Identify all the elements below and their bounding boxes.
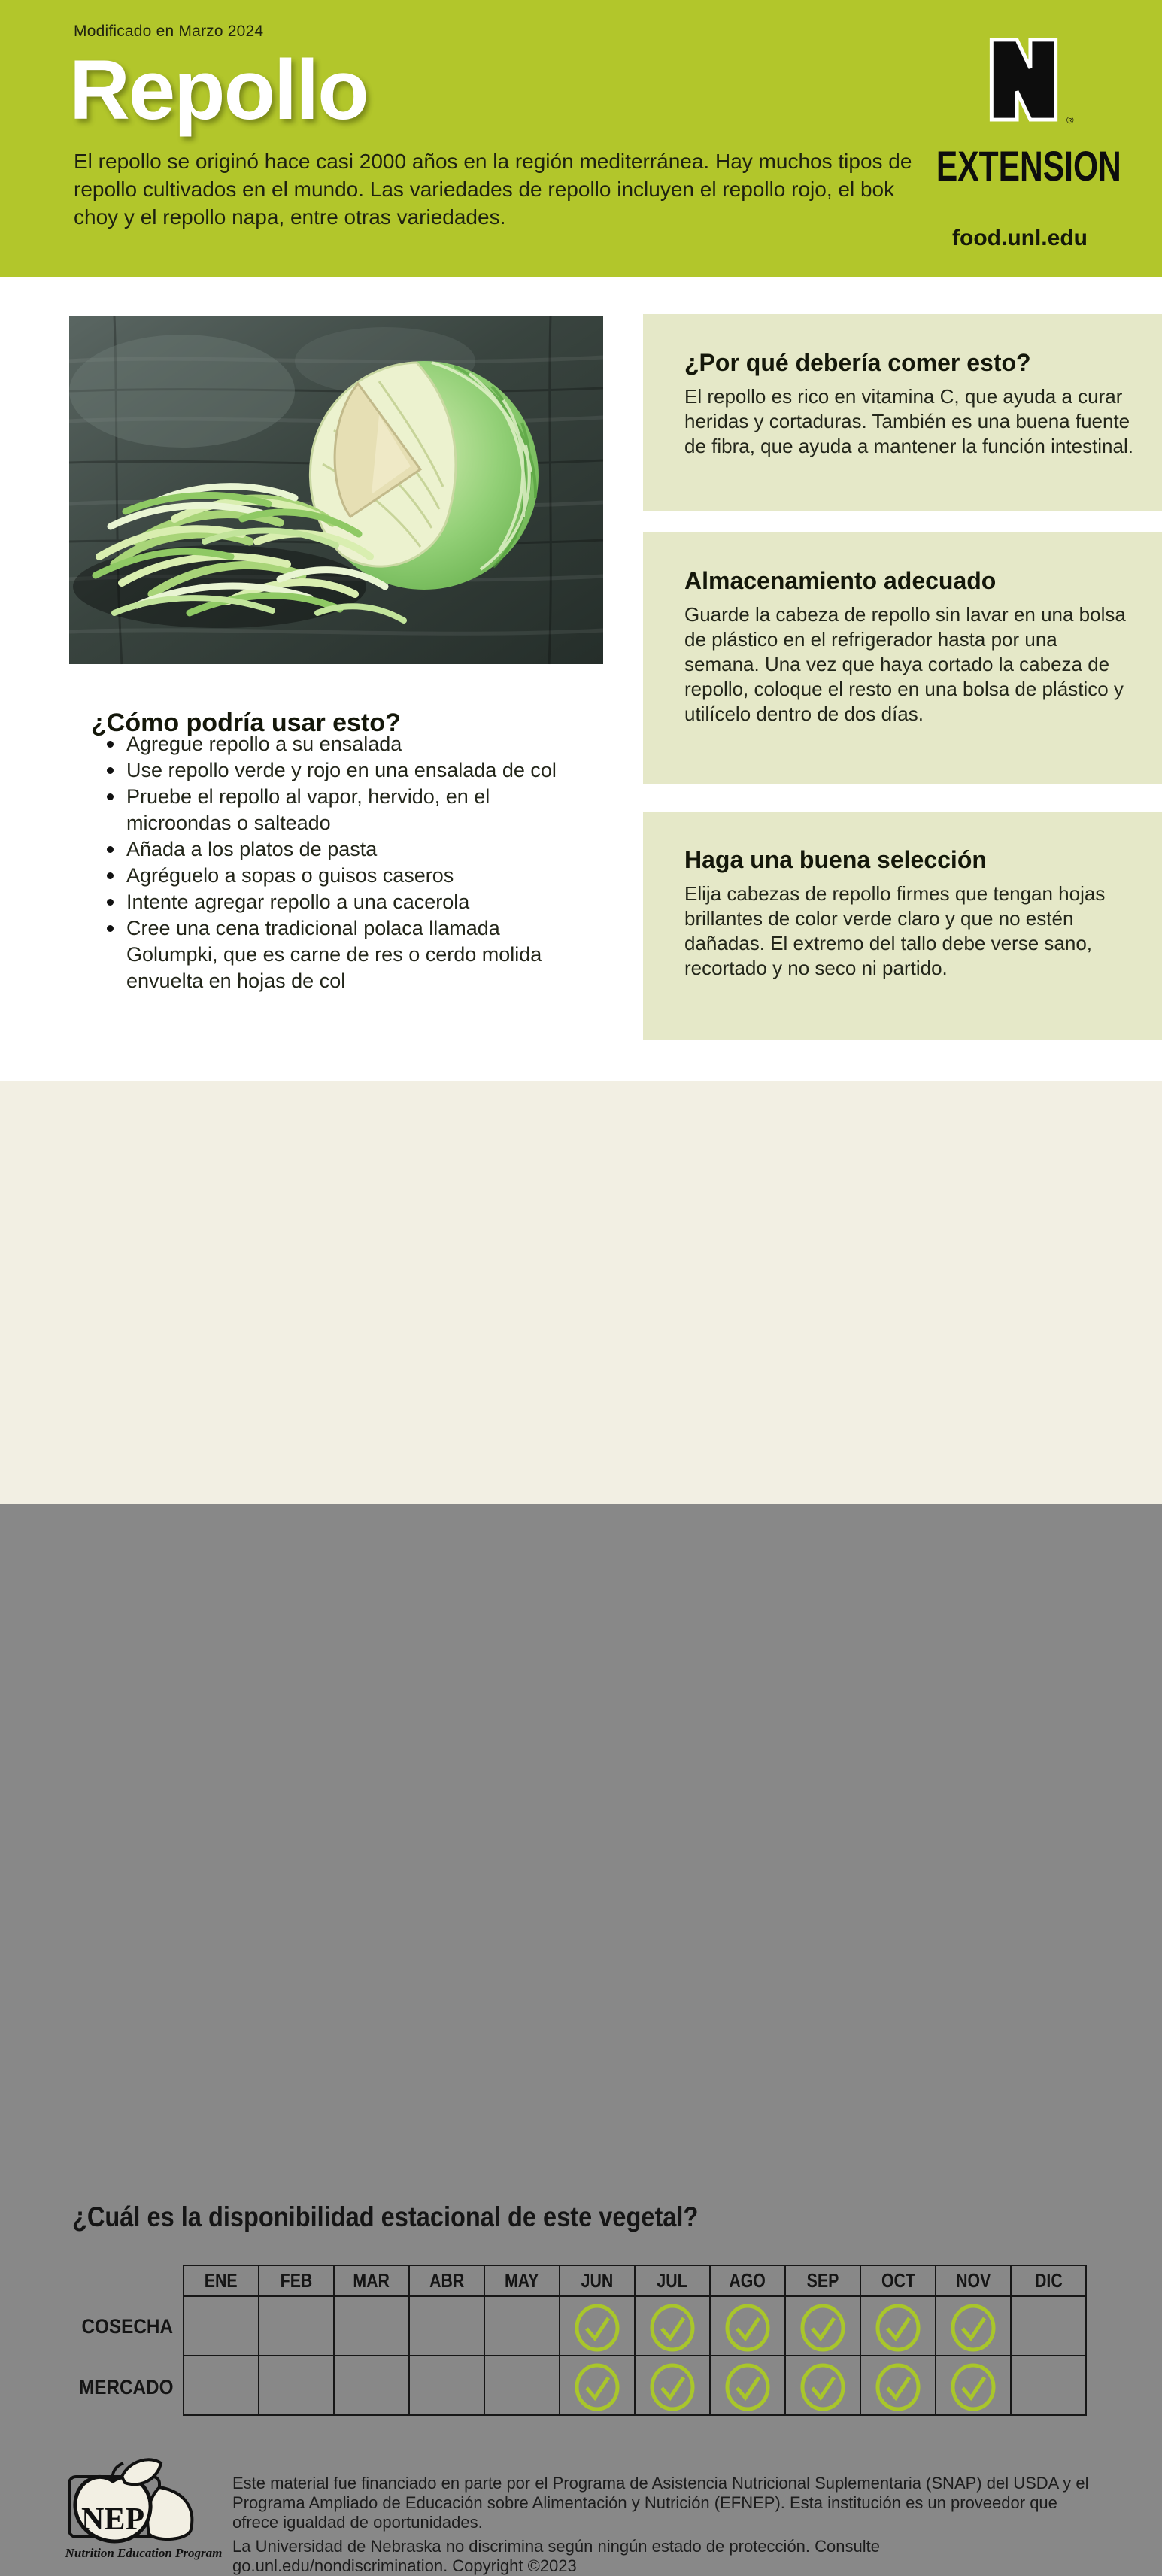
page-title: Repollo: [69, 43, 368, 137]
season-cell: [259, 2296, 334, 2356]
storage-body: Guarde la cabeza de repollo sin lavar en una bolsa de plástico en el refrigerador hasta por una semana. Una vez que haya cortado la cabeza de repollo, coloque el resto en una bolsa de plástico y utilícelo dentro de dos días.: [684, 603, 1126, 725]
season-cell: [484, 2356, 560, 2415]
month-header: JUL: [635, 2265, 710, 2296]
month-header: DIC: [1011, 2265, 1086, 2296]
check-icon: [799, 2303, 846, 2353]
check-icon: [649, 2303, 696, 2353]
season-cell: [484, 2296, 560, 2356]
cabbage-photo: [69, 316, 603, 664]
month-header: ENE: [184, 2265, 259, 2296]
month-header: FEB: [259, 2265, 334, 2296]
usage-item: Use repollo verde y rojo en una ensalada de col: [105, 757, 587, 784]
check-icon: [724, 2303, 771, 2353]
season-cell: [785, 2296, 860, 2356]
check-icon: [875, 2362, 921, 2412]
registered-mark: ®: [1066, 114, 1074, 126]
check-icon: [574, 2362, 620, 2412]
season-cell: [1011, 2356, 1086, 2415]
usage-item: Cree una cena tradicional polaca llamada Golumpki, que es carne de res o cerdo molida envuelta en hojas de col: [105, 915, 587, 994]
season-cell: [710, 2356, 785, 2415]
month-header: AGO: [710, 2265, 785, 2296]
usage-item: Agréguelo a sopas o guisos caseros: [105, 863, 587, 889]
check-icon: [875, 2303, 921, 2353]
nep-caption: Nutrition Education Program: [65, 2546, 223, 2560]
season-cell: [184, 2356, 259, 2415]
usage-item: Añada a los platos de pasta: [105, 836, 587, 863]
season-row: [184, 2356, 1086, 2415]
season-table: [183, 2265, 1087, 2416]
season-cell: [409, 2356, 484, 2415]
season-cell: [710, 2296, 785, 2356]
month-header: MAY: [484, 2265, 560, 2296]
month-header: OCT: [860, 2265, 936, 2296]
storage-box: [643, 532, 1162, 784]
season-cell: [1011, 2296, 1086, 2356]
svg-text:NEP: NEP: [81, 2502, 144, 2537]
modified-date: Modificado en Marzo 2024: [74, 23, 264, 40]
season-cell: [860, 2296, 936, 2356]
extension-logo: [907, 0, 1133, 277]
check-icon: [950, 2303, 997, 2353]
selection-title: Haga una buena selección: [684, 846, 987, 873]
storage-title: Almacenamiento adecuado: [684, 567, 997, 594]
why-eat-box: [643, 314, 1162, 511]
season-cell: [635, 2296, 710, 2356]
why-eat-body: El repollo es rico en vitamina C, que ayuda a curar heridas y cortaduras. También es una buena fuente de fibra, que ayuda a mantener la función intestinal.: [684, 385, 1133, 457]
why-eat-title: ¿Por qué debería comer esto?: [684, 349, 1031, 376]
season-cell: [936, 2356, 1011, 2415]
month-header: ABR: [409, 2265, 484, 2296]
season-cell: [560, 2356, 635, 2415]
site-link: food.unl.edu: [952, 226, 1088, 250]
selection-body: Elija cabezas de repollo firmes que tengan hojas brillantes de color verde claro y que no estén dañadas. El extremo del tallo debe verse sano, recortado y no seco ni partido.: [684, 882, 1106, 979]
check-icon: [724, 2362, 771, 2412]
seasonal-section: [0, 1081, 1162, 2575]
month-header: MAR: [334, 2265, 409, 2296]
season-cell: [560, 2296, 635, 2356]
season-cell: [184, 2296, 259, 2356]
month-header: JUN: [560, 2265, 635, 2296]
season-cell: [409, 2296, 484, 2356]
funding-statement: Este material fue financiado en parte por el Programa de Asistencia Nutricional Suplementaria (SNAP) del USDA y el Programa Ampliado de Educación sobre Alimentación y Nutrición (EFNEP). Esta institución es un proveedor que ofrece igualdad de oportunidades.: [232, 2474, 1089, 2532]
check-icon: [574, 2303, 620, 2353]
nep-logo: [63, 2457, 224, 2546]
row-label-cosecha: COSECHA: [81, 2315, 173, 2338]
usage-item: Pruebe el repollo al vapor, hervido, en el microondas o salteado: [105, 784, 587, 836]
season-title: ¿Cuál es la disponibilidad estacional de este vegetal?: [72, 2201, 699, 2232]
header-band: [0, 0, 1162, 277]
season-cell: [334, 2296, 409, 2356]
month-header: SEP: [785, 2265, 860, 2296]
month-header: NOV: [936, 2265, 1011, 2296]
extension-wordmark: EXTENSION: [936, 142, 1121, 190]
usage-title: ¿Cómo podría usar esto?: [91, 708, 401, 737]
check-icon: [799, 2362, 846, 2412]
nondiscrimination-statement: La Universidad de Nebraska no discrimina según ningún estado de protección. Consulte go.unl.edu/nondiscrimination. Copyright ©2023: [232, 2537, 880, 2575]
nebraska-n-icon: [984, 34, 1063, 126]
check-icon: [649, 2362, 696, 2412]
season-cell: [785, 2356, 860, 2415]
season-cell: [259, 2356, 334, 2415]
usage-list: [105, 731, 587, 994]
season-cell: [936, 2296, 1011, 2356]
season-cell: [334, 2356, 409, 2415]
season-row: [184, 2296, 1086, 2356]
check-icon: [950, 2362, 997, 2412]
season-cell: [860, 2356, 936, 2415]
usage-item: Intente agregar repollo a una cacerola: [105, 889, 587, 915]
row-label-mercado: MERCADO: [78, 2376, 173, 2399]
season-cell: [635, 2356, 710, 2415]
selection-box: [643, 812, 1162, 1040]
intro-paragraph: El repollo se originó hace casi 2000 años en la región mediterránea. Hay muchos tipos de repollo cultivados en el mundo. Las variedades de repollo incluyen el repollo rojo, el bok choy y el repollo napa, entre otras variedades.: [74, 150, 912, 229]
usage-item: Agregue repollo a su ensalada: [105, 731, 587, 757]
